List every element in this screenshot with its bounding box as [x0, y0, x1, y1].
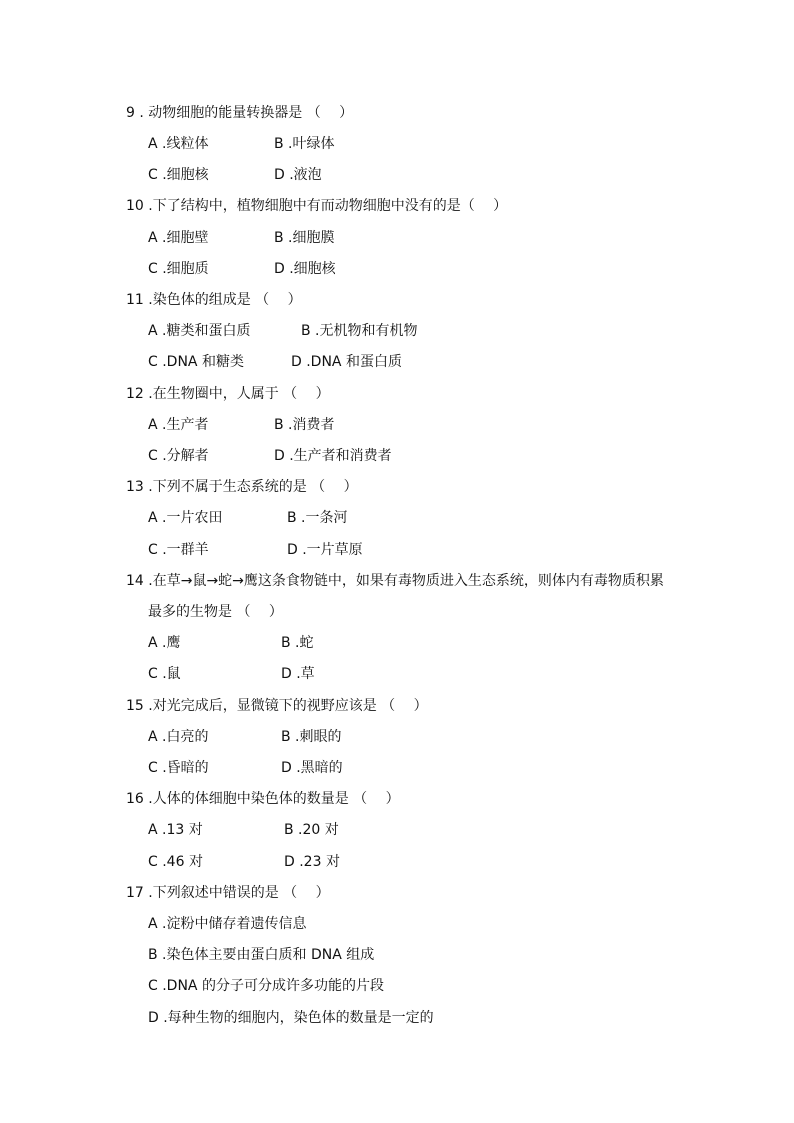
question-14-option-b: B .蛇 [281, 635, 314, 651]
question-16-option-b: B .20 对 [284, 822, 339, 838]
question-16-option-d: D .23 对 [284, 854, 340, 870]
question-13-option-a: A .一片农田 [148, 510, 223, 526]
question-15-option-b: B .刺眼的 [281, 729, 342, 745]
question-11-option-a: A .糖类和蛋白质 [148, 323, 251, 339]
question-9-option-d: D .液泡 [274, 167, 322, 183]
question-15-option-a: A .白亮的 [148, 729, 209, 745]
question-12-stem: 12 .在生物圈中，人属于 （ ） [126, 386, 330, 402]
question-10-option-c: C .细胞质 [148, 261, 209, 277]
question-15-option-d: D .黑暗的 [281, 760, 343, 776]
question-10-stem: 10 .下了结构中，植物细胞中有而动物细胞中没有的是（ ） [126, 198, 508, 214]
question-13-option-c: C .一群羊 [148, 542, 209, 558]
question-12-option-c: C .分解者 [148, 448, 209, 464]
question-12-option-b: B .消费者 [274, 417, 335, 433]
question-13-option-b: B .一条河 [287, 510, 348, 526]
question-10-option-d: D .细胞核 [274, 261, 336, 277]
question-14-option-c: C .鼠 [148, 666, 181, 682]
question-9-option-b: B .叶绿体 [274, 136, 335, 152]
question-9-option-a: A .线粒体 [148, 136, 209, 152]
question-17-option-d: D .每种生物的细胞内，染色体的数量是一定的 [148, 1010, 434, 1026]
question-10-option-b: B .细胞膜 [274, 230, 335, 246]
question-11-option-b: B .无机物和有机物 [301, 323, 418, 339]
question-12-option-a: A .生产者 [148, 417, 209, 433]
question-17-option-a: A .淀粉中储存着遗传信息 [148, 916, 307, 932]
question-17-option-b: B .染色体主要由蛋白质和 DNA 组成 [148, 947, 375, 963]
question-9-stem: 9 . 动物细胞的能量转换器是 （ ） [126, 105, 354, 121]
question-14-option-d: D .草 [281, 666, 315, 682]
question-11-option-d: D .DNA 和蛋白质 [291, 354, 402, 370]
question-16-option-a: A .13 对 [148, 822, 203, 838]
question-15-stem: 15 .对光完成后，显微镜下的视野应该是 （ ） [126, 698, 428, 714]
question-14-stem: 14 .在草→鼠→蛇→鹰这条食物链中，如果有毒物质进入生态系统，则体内有毒物质积累 [126, 573, 664, 589]
question-17-stem: 17 .下列叙述中错误的是 （ ） [126, 885, 330, 901]
question-14-option-a: A .鹰 [148, 635, 181, 651]
question-14-stem-continued: 最多的生物是 （ ） [148, 604, 283, 620]
question-10-option-a: A .细胞壁 [148, 230, 209, 246]
question-15-option-c: C .昏暗的 [148, 760, 209, 776]
question-17-option-c: C .DNA 的分子可分成许多功能的片段 [148, 978, 384, 994]
question-12-option-d: D .生产者和消费者 [274, 448, 392, 464]
question-11-stem: 11 .染色体的组成是 （ ） [126, 292, 302, 308]
question-13-stem: 13 .下列不属于生态系统的是 （ ） [126, 479, 358, 495]
question-11-option-c: C .DNA 和糖类 [148, 354, 244, 370]
question-13-option-d: D .一片草原 [287, 542, 363, 558]
question-9-option-c: C .细胞核 [148, 167, 209, 183]
question-16-stem: 16 .人体的体细胞中染色体的数量是 （ ） [126, 791, 400, 807]
question-16-option-c: C .46 对 [148, 854, 203, 870]
